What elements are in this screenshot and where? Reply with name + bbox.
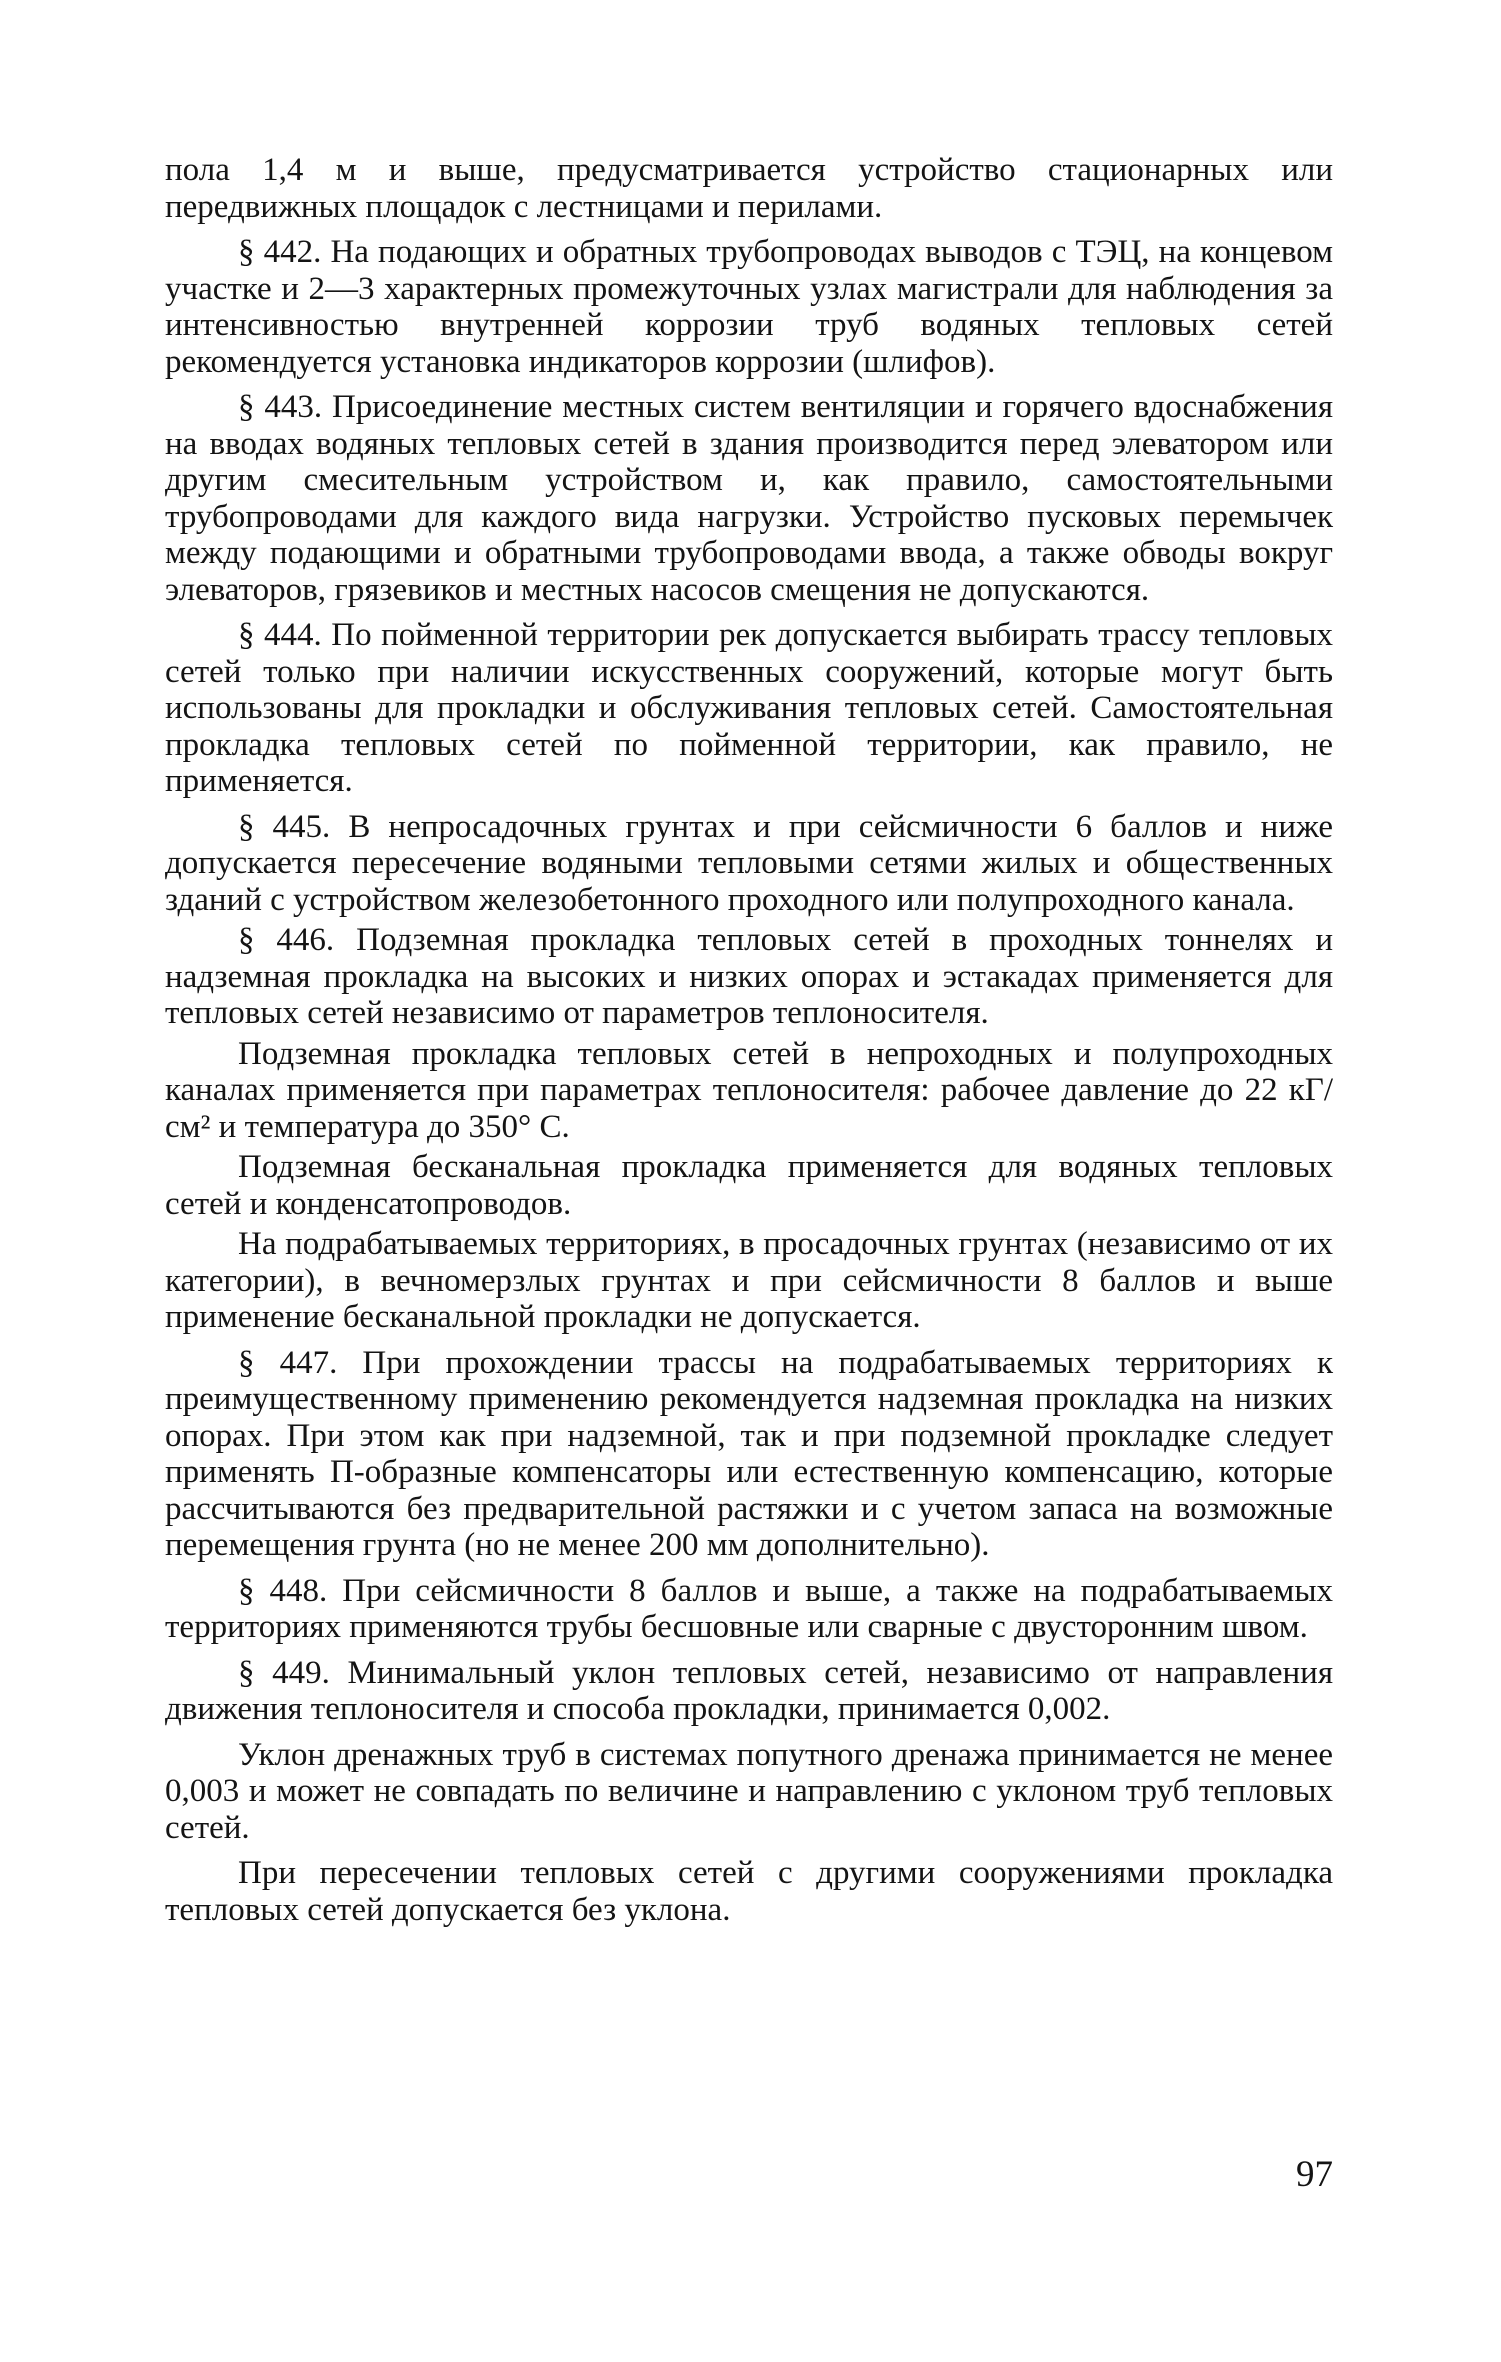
paragraph-449-crossing: При пересечении тепловых сетей с другими сооружениями прокладка тепловых сетей допускается без уклона. [165,1855,1333,1928]
paragraph-442: § 442. На подающих и обратных трубопроводах выводов с ТЭЦ, на концевом участке и 2—3 характерных промежуточных узлах магистрали для наблюдения за интенсивностью внутренней коррозии труб водяных тепловых сетей рекомендуется установка индикаторов коррозии (шлифов). [165,234,1333,380]
paragraph-continuation: пола 1,4 м и выше, предусматривается устройство стационарных или передвижных площадок с лестницами и перилами. [165,152,1333,225]
paragraph-448: § 448. При сейсмичности 8 баллов и выше, а также на подрабатываемых территориях применяются трубы бесшовные или сварные с двусторонним швом. [165,1572,1333,1645]
paragraph-447: § 447. При прохождении трассы на подрабатываемых территориях к преимущественному применению рекомендуется надземная прокладка на низких опорах. При этом как при надземной, так и при подземной прокладке следует применять П-образные компенсаторы или естественную компенсацию, которые рассчитываются без предварительной растяжки и с учетом запаса на возможные перемещения грунта (но не менее 200 мм дополнительно). [165,1344,1333,1563]
paragraph-443: § 443. Присоединение местных систем вентиляции и горячего вдоснабжения на вводах водяных тепловых сетей в здания производится перед элеватором или другим смесительным устройством и, как правило, самостоятельными трубопроводами для каждого вида нагрузки. Устройство пусковых перемычек между подающими и обратными трубопроводами ввода, а также обводы вокруг элеваторов, грязевиков и местных насосов смещения не допускаются. [165,389,1333,608]
paragraph-449: § 449. Минимальный уклон тепловых сетей, независимо от направления движения теплоносителя и способа прокладки, принимается 0,002. [165,1654,1333,1727]
paragraph-446-underground: Подземная прокладка тепловых сетей в непроходных и полупроходных каналах применяется при параметрах теплоносителя: рабочее давление до 22 кГ/см² и температура до 350° С. [165,1035,1333,1145]
paragraph-445: § 445. В непросадочных грунтах и при сейсмичности 6 баллов и ниже допускается пересечение водяными тепловыми сетями жилых и общественных зданий с устройством железобетонного проходного или полупроходного канала. [165,808,1333,918]
page-number: 97 [1296,2154,1333,2195]
paragraph-449-drainage: Уклон дренажных труб в системах попутного дренажа принимается не менее 0,003 и может не совпадать по величине и направлению с уклоном труб тепловых сетей. [165,1736,1333,1846]
page-body [165,152,1333,1937]
paragraph-444: § 444. По пойменной территории рек допускается выбирать трассу тепловых сетей только при наличии искусственных сооружений, которые могут быть использованы для прокладки и обслуживания тепловых сетей. Самостоятельная прокладка тепловых сетей по пойменной территории, как правило, не применяется. [165,617,1333,799]
paragraph-446-ductless: Подземная бесканальная прокладка применяется для водяных тепловых сетей и конденсатопроводов. [165,1149,1333,1222]
paragraph-446: § 446. Подземная прокладка тепловых сетей в проходных тоннелях и надземная прокладка на высоких и низких опорах и эстакадах применяется для тепловых сетей независимо от параметров теплоносителя. [165,922,1333,1031]
paragraph-446-restrictions: На подрабатываемых территориях, в просадочных грунтах (независимо от их категории), в вечномерзлых грунтах и при сейсмичности 8 баллов и выше применение бесканальной прокладки не допускается. [165,1226,1333,1335]
